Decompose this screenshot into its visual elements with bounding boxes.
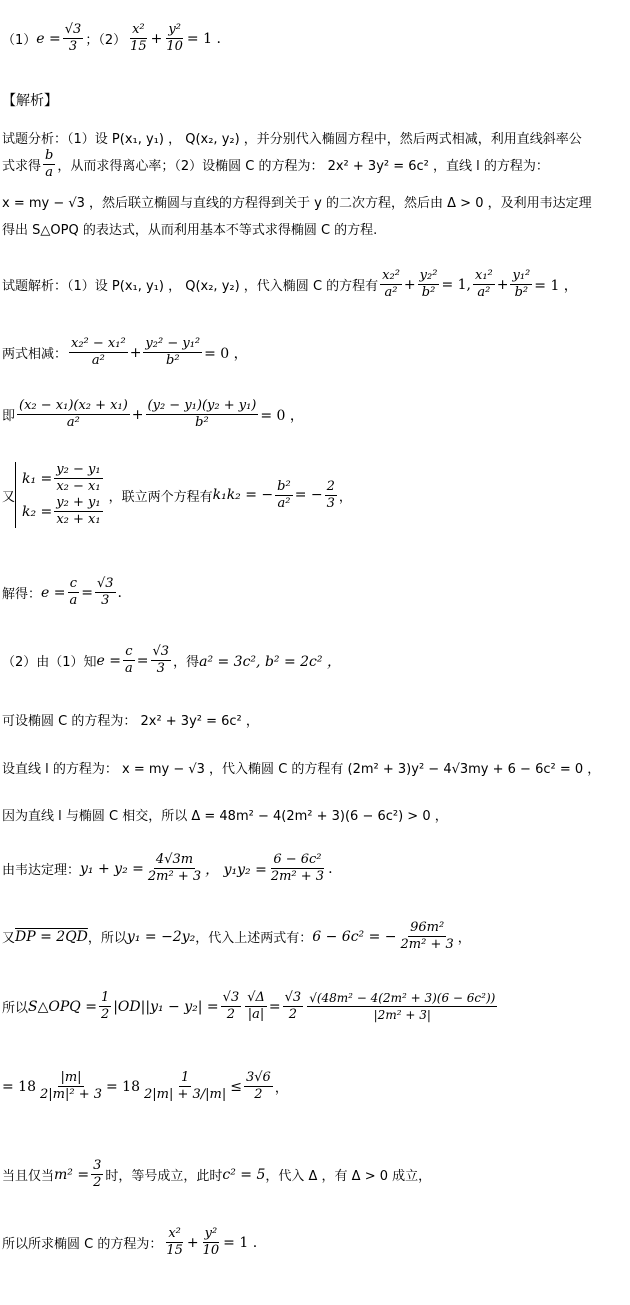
step-text: 又 xyxy=(2,489,16,505)
fraction xyxy=(38,1070,104,1103)
k2-label: k₂ = xyxy=(22,503,53,520)
plus-sign: + xyxy=(131,406,144,423)
e-eq: e = xyxy=(96,652,122,669)
frac-den: 15 xyxy=(130,39,147,54)
frac-den: 2 xyxy=(93,1175,102,1190)
frac-den: 2 xyxy=(288,1007,298,1022)
frac-num: y₂ − y₁ xyxy=(56,462,101,477)
k2-row xyxy=(22,495,105,528)
equals-text: = 1 . xyxy=(223,1234,258,1251)
frac-den: x₂ − x₁ xyxy=(56,479,101,494)
frac-den: 2|m| + 3/|m| xyxy=(144,1087,227,1102)
fraction xyxy=(69,336,128,369)
step-text: 又 xyxy=(2,931,16,946)
fraction xyxy=(275,479,293,512)
frac-num: 1 xyxy=(180,1070,190,1085)
step-text: 所以所求椭圆 C 的方程为： xyxy=(2,1237,163,1252)
fraction xyxy=(95,576,116,609)
frac-den: b² xyxy=(421,285,436,300)
frac-num: 2 xyxy=(326,478,335,494)
frac-num: y² xyxy=(204,1226,218,1241)
fraction xyxy=(510,268,532,301)
fraction xyxy=(380,268,402,301)
fraction xyxy=(67,576,79,609)
m-expr: m² = xyxy=(54,1166,90,1183)
step-text: ，代入 Δ ，有 Δ > 0 成立， xyxy=(265,1169,432,1184)
fraction xyxy=(54,495,102,528)
k-product: k₁k₂ = − xyxy=(212,487,274,503)
frac-den: a² xyxy=(91,353,105,368)
frac-num: √3 xyxy=(284,990,302,1005)
frac-num: √(48m² − 4(2m² + 3)(6 − 6c²)) xyxy=(309,991,496,1005)
equals-text: = xyxy=(81,584,93,601)
frac-den: 2m² + 3 xyxy=(400,937,454,952)
frac-den: b² xyxy=(195,415,209,430)
frac-num: 3√6 xyxy=(246,1070,271,1085)
frac-den: 2m² + 3 xyxy=(147,869,202,884)
solution-step-3 xyxy=(2,398,304,431)
frac-den: 3 xyxy=(101,593,110,608)
equals-text: = 0 ， xyxy=(204,345,248,362)
frac-den: 2|m|² + 3 xyxy=(40,1087,102,1102)
equals-text: = xyxy=(136,652,149,669)
answer-y-fraction xyxy=(164,22,185,55)
k1-row xyxy=(22,462,105,495)
frac-num: √Δ xyxy=(247,990,265,1005)
fraction xyxy=(151,644,172,677)
step-text: ， xyxy=(457,931,471,946)
relation-expr: a² = 3c², b² = 2c² ， xyxy=(199,653,341,670)
answer-sep: ；（2） xyxy=(85,33,127,48)
jiexi-heading: 【解析】 xyxy=(2,93,58,109)
frac-den: 3 xyxy=(156,661,165,676)
fraction xyxy=(221,990,242,1023)
fraction xyxy=(164,1226,185,1259)
frac-num: y₂ + y₁ xyxy=(56,495,101,510)
k1-label: k₁ = xyxy=(22,470,53,487)
solution-step-9: 因为直线 l 与椭圆 C 相交，所以 Δ = 48m² − 4(2m² + 3)(6 − 6c²) > 0 ， xyxy=(2,809,448,824)
step-text: （2）由（1）知 xyxy=(2,655,97,670)
fraction xyxy=(269,852,326,885)
fraction xyxy=(418,268,440,301)
step-text: 两式相减： xyxy=(2,347,68,362)
step-text: ，所以 xyxy=(87,931,127,946)
frac-num: √3 xyxy=(64,22,82,37)
fraction xyxy=(99,990,111,1023)
answer-x-fraction xyxy=(128,22,149,55)
plus-sign: + xyxy=(403,276,416,293)
frac-den: 10 xyxy=(166,39,183,54)
frac-num: 6 − 6c² xyxy=(273,852,322,867)
answer-e-fraction xyxy=(63,22,84,55)
frac-num: y₁² xyxy=(512,268,531,283)
frac-num: √3 xyxy=(96,576,114,591)
solution-step-5 xyxy=(2,576,122,609)
fraction xyxy=(201,1226,222,1259)
step-text: ，代入上述两式有： xyxy=(195,931,313,946)
step-text: 试题解析：（1）设 P(x₁, y₁) ， Q(x₂, y₂) ，代入椭圆 C 的方程有 xyxy=(2,279,379,294)
frac-num: 96m² xyxy=(410,920,445,935)
le-sign: ≤ xyxy=(230,1078,242,1095)
frac-num: (y₂ − y₁)(y₂ + y₁) xyxy=(147,398,257,413)
od-expr: |OD||y₁ − y₂| = xyxy=(113,998,219,1015)
solution-step-13 xyxy=(2,1070,288,1103)
solution-step-14 xyxy=(2,1158,431,1191)
fraction xyxy=(245,990,267,1023)
fraction xyxy=(473,268,495,301)
fraction xyxy=(146,852,203,885)
answer-line xyxy=(2,22,221,55)
frac-num: x² xyxy=(168,1226,181,1241)
plus-sign: + xyxy=(129,344,142,361)
solution-step-7: 可设椭圆 C 的方程为： 2x² + 3y² = 6c² ， xyxy=(2,714,259,729)
equals-text: = 1, xyxy=(441,276,471,293)
frac-den: 10 xyxy=(202,1243,220,1258)
fraction xyxy=(143,336,202,369)
frac-den: a² xyxy=(477,285,491,300)
frac-den: 3 xyxy=(68,39,78,54)
fraction xyxy=(54,462,102,495)
frac-num: y² xyxy=(168,22,181,37)
frac-den: x₂ + x₁ xyxy=(56,512,101,527)
plus-sign: + xyxy=(496,276,509,293)
solution-step-1 xyxy=(2,268,578,301)
frac-num: x² xyxy=(132,22,145,37)
frac-num: c xyxy=(125,644,133,659)
frac-num: b² xyxy=(277,478,291,494)
analysis-line-4: 得出 S△OPQ 的表达式，从而利用基本不等式求得椭圆 C 的方程. xyxy=(2,223,378,238)
solution-step-11 xyxy=(2,920,471,953)
frac-den: 2 xyxy=(100,1007,110,1022)
frac-num: (x₂ − x₁)(x₂ + x₁) xyxy=(19,398,128,413)
frac-num: y₂² − y₁² xyxy=(145,336,201,351)
product-expr: ， y₁y₂ = xyxy=(205,861,267,878)
e-eq: e = xyxy=(41,584,66,601)
analysis-text: 式求得 xyxy=(2,159,42,174)
solution-step-6 xyxy=(2,644,341,677)
frac-den: |a| xyxy=(247,1007,265,1022)
fraction xyxy=(283,990,304,1023)
analysis-line-1: 试题分析：（1）设 P(x₁, y₁) ， Q(x₂, y₂) ，并分别代入椭圆方程中，然后两式相减，利用直线斜率公 xyxy=(2,132,582,147)
equals-text: = 18 xyxy=(2,1078,36,1095)
equals-text: = 0 ， xyxy=(260,407,304,424)
frac-den: b² xyxy=(166,353,180,368)
frac-num: x₁² xyxy=(474,268,493,283)
answer-eq-end: = 1 . xyxy=(186,30,221,47)
frac-den: 2m² + 3 xyxy=(270,869,325,884)
frac-num: c xyxy=(69,576,77,591)
solution-step-2 xyxy=(2,336,248,369)
frac-den: 2 xyxy=(226,1007,236,1022)
frac-num: x₂² xyxy=(382,268,400,283)
equals-text: = xyxy=(268,998,281,1015)
equals-text: = 18 xyxy=(106,1078,140,1095)
c-expr: c² = 5 xyxy=(222,1166,266,1183)
period: . xyxy=(328,860,333,877)
frac-den: a xyxy=(69,593,78,608)
step-text: 由韦达定理： xyxy=(2,863,81,878)
frac-num: √3 xyxy=(222,990,240,1005)
frac-den: a xyxy=(45,165,54,180)
frac-den: a² xyxy=(66,415,80,430)
frac-den: a² xyxy=(384,285,398,300)
equals-text: = 1 ， xyxy=(534,277,578,294)
plus-sign: + xyxy=(150,30,163,47)
frac-num: 4√3m xyxy=(155,852,194,867)
step-text: 当且仅当 xyxy=(2,1169,55,1184)
fraction xyxy=(146,398,259,431)
solution-step-12 xyxy=(2,990,499,1023)
frac-num: 3 xyxy=(93,1158,102,1173)
step-text: 解得： xyxy=(2,587,42,602)
step-text: 所以 xyxy=(2,1001,29,1016)
step-text: ， xyxy=(338,489,352,505)
step-text: ， xyxy=(274,1081,288,1096)
solution-step-8: 设直线 l 的方程为： x = my − √3 ，代入椭圆 C 的方程有 (2m² + 3)y² − 4√3my + 6 − 6c² = 0 ， xyxy=(2,762,601,777)
frac-den: |2m² + 3| xyxy=(373,1008,431,1022)
fraction xyxy=(325,479,337,512)
plus-sign: + xyxy=(186,1234,199,1251)
fraction xyxy=(17,398,130,431)
frac-den: 2 xyxy=(254,1087,263,1102)
fraction xyxy=(91,1158,103,1191)
frac-den: 15 xyxy=(166,1243,183,1258)
step-text: ，得 xyxy=(173,655,200,670)
answer-part1-label: （1） xyxy=(2,33,37,48)
vector-relation: DP = 2QD xyxy=(15,928,88,945)
fraction xyxy=(399,920,456,953)
frac-num: x₂² − x₁² xyxy=(71,336,126,351)
frac-den: a² xyxy=(277,495,291,511)
system-bracket xyxy=(15,462,105,528)
equals-text: = − xyxy=(294,487,323,503)
solution-step-10 xyxy=(2,852,333,885)
solution-step-15 xyxy=(2,1226,257,1259)
analysis-line-2 xyxy=(2,148,549,181)
c-expr: 6 − 6c² = − xyxy=(312,928,397,945)
frac-num: y₂² xyxy=(419,268,438,283)
b-over-a-fraction xyxy=(43,148,55,181)
answer-e-eq: e = xyxy=(36,30,61,47)
step-text: 时，等号成立，此时 xyxy=(105,1169,223,1184)
frac-num: √3 xyxy=(152,644,170,659)
frac-den: a xyxy=(125,661,133,676)
frac-den: b² xyxy=(514,285,529,300)
period: . xyxy=(117,584,122,601)
fraction xyxy=(307,990,497,1023)
step-text: 即 xyxy=(2,409,16,424)
solution-step-4 xyxy=(2,462,352,528)
fraction xyxy=(244,1070,273,1103)
fraction xyxy=(123,644,135,677)
area-expr: S△OPQ = xyxy=(28,998,97,1015)
fraction xyxy=(142,1070,228,1103)
frac-num: 1 xyxy=(100,990,110,1005)
y-relation: y₁ = −2y₂ xyxy=(126,928,196,945)
analysis-line-3: x = my − √3 ，然后联立椭圆与直线的方程得到关于 y 的二次方程，然后由 Δ > 0 ，及利用韦达定理 xyxy=(2,196,592,211)
frac-den: 3 xyxy=(326,495,335,511)
frac-num: b xyxy=(45,148,54,163)
step-text: ，联立两个方程有 xyxy=(108,489,213,505)
sum-expr: y₁ + y₂ = xyxy=(80,860,144,877)
frac-num: |m| xyxy=(60,1070,82,1085)
analysis-text: ，从而求得离心率；（2）设椭圆 C 的方程为： 2x² + 3y² = 6c² ，直线 l 的方程为： xyxy=(57,159,549,174)
